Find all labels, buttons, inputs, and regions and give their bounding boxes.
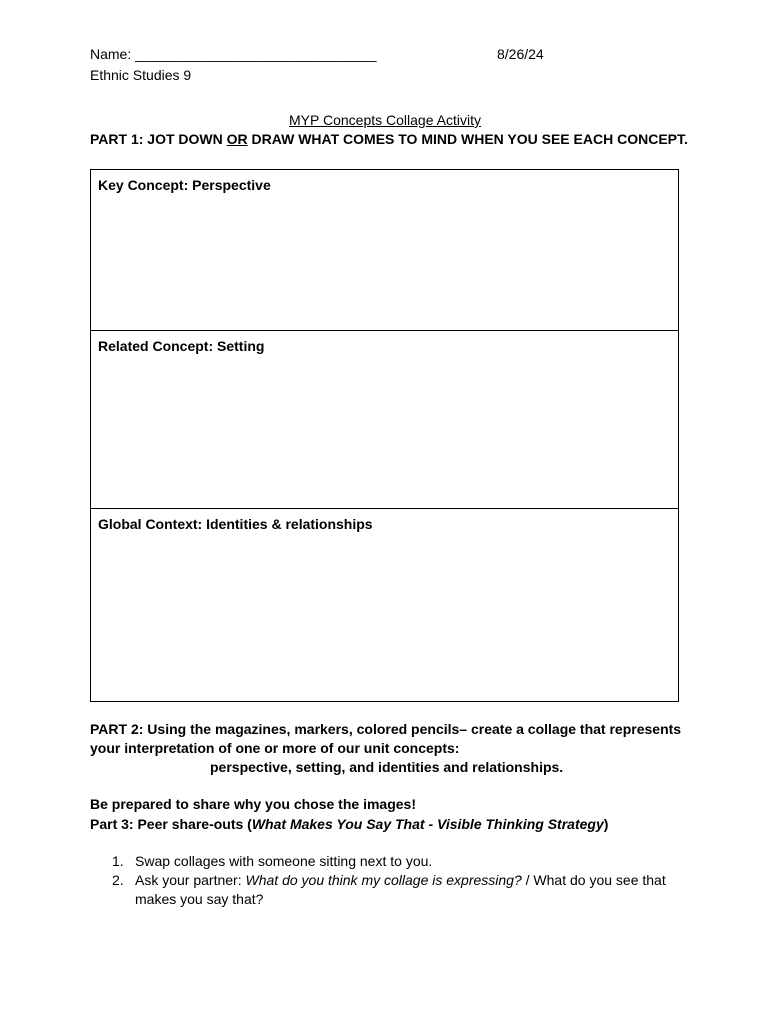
table-row <box>91 509 679 702</box>
part2-concepts-line: perspective, setting, and identities and relationships. <box>210 759 564 775</box>
date: 8/26/24 <box>497 46 544 62</box>
part1-instructions <box>90 130 690 149</box>
document-title: MYP Concepts Collage Activity <box>289 112 481 128</box>
step-text <box>135 871 675 909</box>
part1-suffix: DRAW WHAT COMES TO MIND WHEN YOU SEE EACH CONCEPT. <box>247 131 688 147</box>
steps-list <box>90 852 690 909</box>
part3-heading <box>90 815 608 834</box>
global-context-cell: Global Context: Identities & relationships <box>91 509 679 702</box>
step2-question: What do you think my collage is expressing? <box>245 872 522 888</box>
prepared-note: Be prepared to share why you chose the images! <box>90 796 416 812</box>
part1-prefix: PART 1: JOT DOWN <box>90 131 227 147</box>
step2-prefix: Ask your partner: <box>135 872 246 888</box>
list-item <box>90 852 690 871</box>
part2-text: PART 2: Using the magazines, markers, colored pencils– create a collage that represents your interpretation of one or more of our unit concepts: <box>90 721 682 756</box>
table-row <box>91 170 679 331</box>
course-name: Ethnic Studies 9 <box>90 67 192 83</box>
step-text: Swap collages with someone sitting next to you. <box>135 853 433 869</box>
part2-instructions <box>90 720 710 777</box>
key-concept-cell: Key Concept: Perspective <box>91 170 679 331</box>
step-number: 1. <box>112 853 124 869</box>
related-concept-cell: Related Concept: Setting <box>91 331 679 509</box>
part3-strategy: What Makes You Say That - Visible Thinking Strategy <box>251 816 604 832</box>
part1-underlined-or: OR <box>226 131 248 147</box>
table-row <box>91 331 679 509</box>
list-item <box>90 871 690 909</box>
part3-prefix: Part 3: Peer share-outs ( <box>90 816 252 832</box>
step-number: 2. <box>112 872 124 888</box>
step2-suffix: / What do you see that makes you say that? <box>135 872 666 907</box>
concepts-table <box>90 169 679 702</box>
part3-suffix: ) <box>603 816 609 832</box>
name-field-line: Name: _______________________________ <box>90 46 377 62</box>
